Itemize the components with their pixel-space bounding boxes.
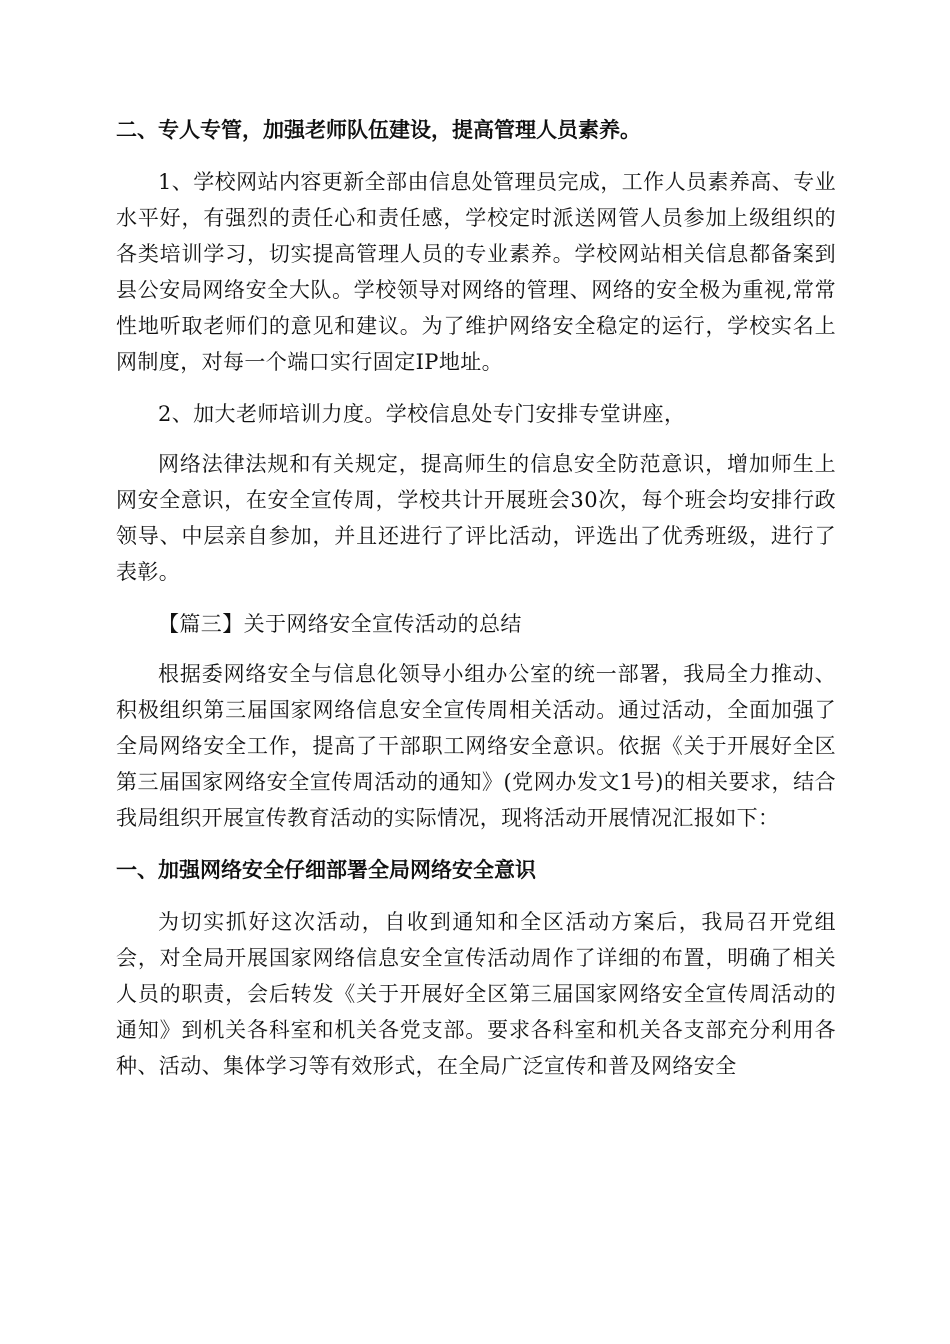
paragraph-activity-arrangement: 为切实抓好这次活动，自收到通知和全区活动方案后，我局召开党组会，对全局开展国家网络信息安全宣传活动周作了详细的布置，明确了相关人员的职责，会后转发《关于开展好全区第三届国家网络安全宣传周活动的通知》到机关各科室和机关各党支部。要求各科室和机关各支部充分利用各种、活动、集体学习等有效形式，在全局广泛宣传和普及网络安全 [116, 910, 836, 1078]
paragraph-website-management: 1、学校网站内容更新全部由信息处管理员完成，工作人员素养高、专业水平好，有强烈的责任心和责任感，学校定时派送网管人员参加上级组织的各类培训学习，切实提高管理人员的专业素养。学校网站相关信息都备案到县公安局网络安全大队。学校领导对网络的管理、网络的安全极为重视,常常性地听取老师们的意见和建议。为了维护网络安全稳定的运行，学校实名上网制度，对每一个端口实行固定IP地址。 [116, 170, 836, 374]
document-body [116, 112, 836, 1100]
paragraph-teacher-training: 2、加大老师培训力度。学校信息处专门安排专堂讲座， [158, 402, 686, 426]
paragraph-network-law: 网络法律法规和有关规定，提高师生的信息安全防范意识，增加师生上网安全意识，在安全宣传周，学校共计开展班会30次，每个班会均安排行政领导、中层亲自参加，并且还进行了评比活动，评选出了优秀班级，进行了表彰。 [116, 452, 836, 584]
heading-section-two: 二、专人专管，加强老师队伍建设，提高管理人员素养。 [116, 118, 641, 142]
paragraph-deployment-summary: 根据委网络安全与信息化领导小组办公室的统一部署，我局全力推动、积极组织第三届国家网络信息安全宣传周相关活动。通过活动，全面加强了全局网络安全工作，提高了干部职工网络安全意识。依据《关于开展好全区第三届国家网络安全宣传周活动的通知》(党网办发文1号)的相关要求，结合我局组织开展宣传教育活动的实际情况，现将活动开展情况汇报如下： [116, 662, 836, 830]
heading-section-one: 一、加强网络安全仔细部署全局网络安全意识 [116, 858, 536, 882]
section-title-part-three: 【篇三】关于网络安全宣传活动的总结 [158, 612, 522, 636]
